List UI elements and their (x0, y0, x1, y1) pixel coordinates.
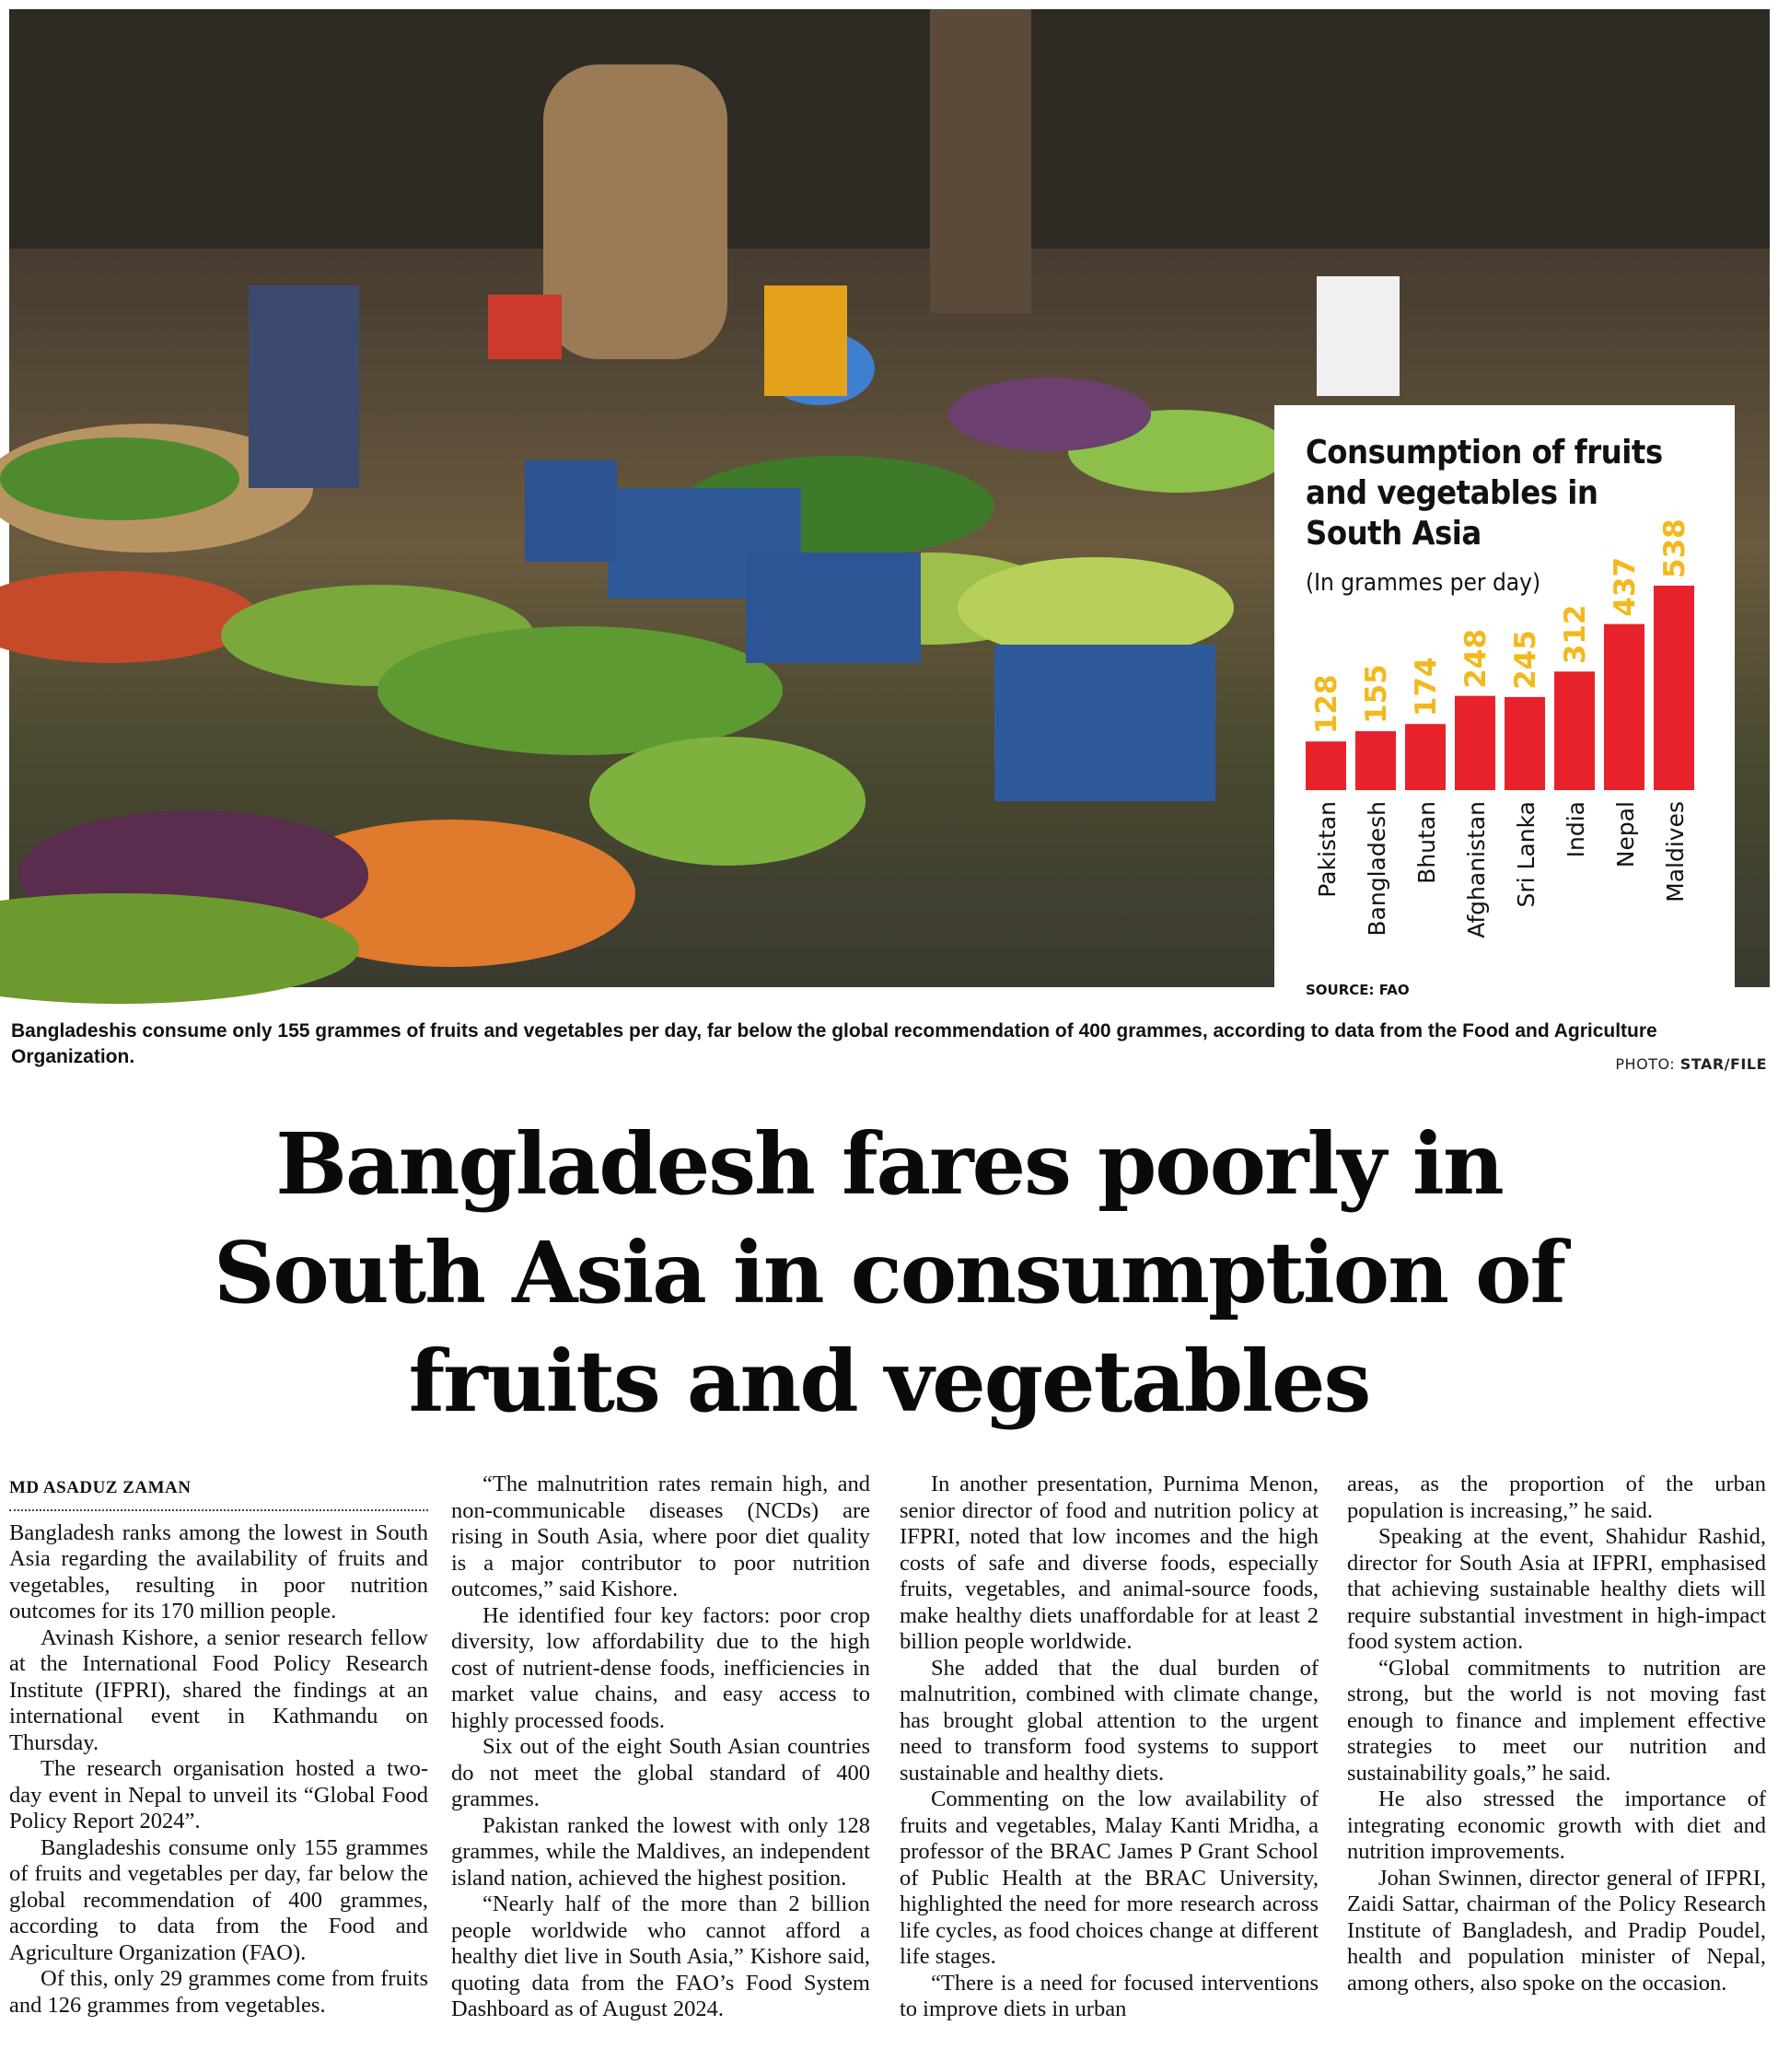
category-label: India (1563, 801, 1589, 858)
bar-value-label: 312 (1559, 604, 1592, 665)
headline-line: fruits and vegetables (408, 1332, 1370, 1431)
chart-unit: (In grammes per day) (1306, 569, 1541, 597)
category-label: Nepal (1612, 801, 1639, 868)
bar-value-label: 248 (1459, 628, 1493, 689)
chart-title-line: Consumption of fruits (1306, 434, 1663, 471)
paragraph: areas, as the proportion of the urban population is increasing,” he said. (1347, 1472, 1766, 1523)
paragraph: Commenting on the low availability of fruits and vegetables, Malay Kanti Mridha, a professor of the BRAC James P Grant School of Public Health at the BRAC University, highlighted the need for more research across life cycles, as food choices change at different life stages. (900, 1787, 1319, 1969)
category-label: Afghanistan (1463, 801, 1490, 938)
bar-sri-lanka (1505, 697, 1545, 790)
bar-bangladesh (1355, 731, 1396, 790)
chart-panel (1274, 405, 1735, 998)
byline: MD ASADUZ ZAMAN (9, 1475, 428, 1511)
article-column-4 (1347, 1472, 1766, 2061)
paragraph: “The malnutrition rates remain high, and non-communicable diseases (NCDs) are rising in South Asia, where poor diet quality is a major contributor to poor nutrition outcomes,” said Kishore. (451, 1472, 870, 1601)
bar-value-label: 128 (1310, 674, 1343, 735)
bar-value-label: 174 (1410, 657, 1443, 717)
bar-pakistan (1306, 741, 1346, 790)
category-label: Pakistan (1314, 801, 1341, 898)
bar-value-label: 245 (1509, 630, 1542, 690)
bar-nepal (1604, 624, 1644, 790)
paragraph: He identified four key factors: poor crop diversity, low affordability due to the high cost of nutrient-dense foods, inefficiencies in market value chains, and easy access to highly processed foods. (451, 1602, 870, 1733)
category-label: Maldives (1662, 801, 1689, 902)
headline-line: Bangladesh fares poorly in (275, 1114, 1503, 1214)
paragraph: Pakistan ranked the lowest with only 128 grammes, while the Maldives, an independent island nation, achieved the highest position. (451, 1812, 870, 1891)
bar-afghanistan (1455, 696, 1495, 790)
chart-title-line: South Asia (1306, 515, 1482, 553)
photo-credit-label: PHOTO: (1615, 1055, 1680, 1073)
paragraph: In another presentation, Purnima Menon, senior director of food and nutrition policy at IFPRI, noted that low incomes and the high costs of safe and diverse foods, especially fruits, vegetables, and animal-source foods, make healthy diets unaffordable for at least 2 billion people worldwide. (900, 1472, 1319, 1654)
paragraph: Speaking at the event, Shahidur Rashid, director for South Asia at IFPRI, emphasised that achieving sustainable healthy diets will require substantial investment in high-impact food system action. (1347, 1524, 1766, 1654)
headline (0, 1110, 1778, 1436)
category-label: Bangladesh (1364, 801, 1390, 937)
market-photo (9, 9, 1770, 998)
photo-credit (1615, 1055, 1767, 1073)
paragraph: “Nearly half of the more than 2 billion people worldwide who cannot afford a healthy diet live in South Asia,” Kishore said, quoting data from the FAO’s Food System Dashboard as of August 2024. (451, 1892, 870, 2021)
article-column-1 (9, 1475, 428, 2065)
paragraph: “Global commitments to nutrition are strong, but the world is not moving fast enough to finance and implement effective strategies to meet our nutrition and sustainability goals,” he said. (1347, 1655, 1766, 1786)
article-column-2 (451, 1472, 870, 2061)
chart-source: SOURCE: FAO (1306, 982, 1410, 998)
paragraph: Johan Swinnen, director general of IFPRI, Zaidi Sattar, chairman of the Policy Research Institute of Bangladesh, and Pradip Poudel, health and population minister of Nepal, among others, also spoke on the occasion. (1347, 1865, 1766, 1996)
chart-title-line: and vegetables in (1306, 474, 1598, 512)
bar-chart (1274, 405, 1735, 995)
paragraph: Bangladeshis consume only 155 grammes of fruits and vegetables per day, far below the global recommendation of 400 grammes, according to data from the Food and Agriculture Organization (FAO). (9, 1834, 428, 1965)
paragraph: She added that the dual burden of malnutrition, combined with climate change, has brought global attention to the urgent need to transform food systems to support sustainable and healthy diets. (900, 1655, 1319, 1786)
bar-india (1554, 671, 1595, 790)
bar-value-label: 538 (1658, 518, 1691, 578)
paragraph: Six out of the eight South Asian countries do not meet the global standard of 400 grammes. (451, 1734, 870, 1811)
paragraph: Bangladesh ranks among the lowest in South Asia regarding the availability of fruits and vegetables, resulting in poor nutrition outcomes for its 170 million people. (9, 1519, 428, 1624)
bar-maldives (1654, 586, 1694, 790)
category-label: Bhutan (1413, 801, 1440, 884)
paragraph: The research organisation hosted a two-day event in Nepal to unveil its “Global Food Policy Report 2024”. (9, 1756, 428, 1833)
paragraph: Of this, only 29 grammes come from fruits and 126 grammes from vegetables. (9, 1966, 428, 2018)
bar-bhutan (1405, 724, 1446, 790)
paragraph: “There is a need for focused interventions to improve diets in urban (900, 1970, 1319, 2021)
bar-value-label: 437 (1609, 556, 1642, 617)
headline-line: South Asia in consumption of (213, 1223, 1565, 1322)
article-column-3 (900, 1472, 1319, 2061)
photo-credit-value: STAR/FILE (1679, 1055, 1767, 1073)
photo-caption: Bangladeshis consume only 155 grammes of fruits and vegetables per day, far below the global recommendation of 400 grammes, according to data from the Food and Agriculture Organization. (11, 1020, 1657, 1067)
category-label: Sri Lanka (1513, 801, 1540, 908)
paragraph: Avinash Kishore, a senior research fellow at the International Food Policy Research Institute (IFPRI), shared the findings at an international event in Kathmandu on Thursday. (9, 1624, 428, 1755)
paragraph: He also stressed the importance of integrating economic growth with diet and nutrition improvements. (1347, 1787, 1766, 1864)
bar-value-label: 155 (1360, 664, 1393, 725)
